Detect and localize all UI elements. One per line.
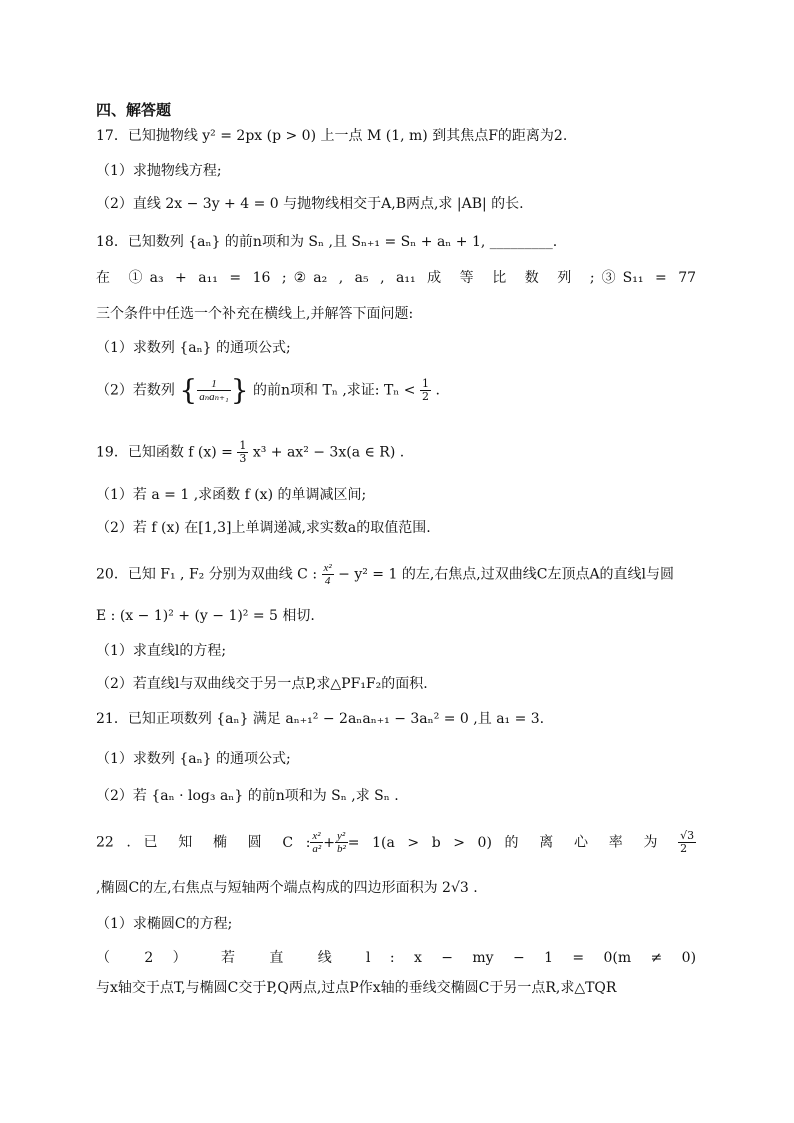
q22-token: 椭 bbox=[212, 834, 236, 851]
q20-part2: （2）若直线l与双曲线交于另一点P,求△PF₁F₂的面积. bbox=[96, 676, 428, 692]
q22-p2-token: 线 bbox=[317, 950, 347, 966]
q18-cond-token: 列 bbox=[557, 270, 579, 286]
q22-token: . bbox=[126, 834, 131, 851]
q22-ecc-den: 2 bbox=[678, 842, 696, 855]
q22-ellipse-prefix: C : bbox=[282, 834, 311, 851]
q22-y-fraction bbox=[335, 830, 348, 855]
q19-frac-den: 3 bbox=[239, 452, 247, 465]
q22-token: 知 bbox=[178, 834, 201, 851]
q18-half-num: 1 bbox=[422, 377, 429, 390]
q20-circle: E : (x − 1)² + (y − 1)² = 5 相切. bbox=[96, 608, 315, 624]
q18-part2: （2）若数列 { $\frac{1}{\text{aₙaₙ₊₁}}$ } 的前n项和 Tₙ ,求证: Tₙ < $\frac{1}{2}$ . bbox=[96, 373, 440, 407]
q17-part2: （2）直线 2x − 3y + 4 = 0 与抛物线相交于A,B两点,求 |AB| 的长. bbox=[96, 196, 524, 212]
q19-part2: （2）若 f (x) 在[1,3]上单调递减,求实数a的取值范围. bbox=[96, 520, 431, 536]
q17-part1: （1）求抛物线方程; bbox=[96, 163, 222, 179]
left-brace: { bbox=[179, 373, 198, 407]
q19-intro-prefix: 19．已知函数 f (x) = bbox=[96, 444, 233, 461]
q22-fy-den: b² bbox=[336, 843, 346, 855]
q19-fraction bbox=[237, 440, 248, 465]
q22-p2-token: 2 bbox=[144, 950, 154, 966]
q22-token: 离 bbox=[539, 834, 562, 851]
q21-intro: 21．已知正项数列 {aₙ} 满足 aₙ₊₁² − 2aₙaₙ₊₁ − 3aₙ² = 0 ,且 a₁ = 3. bbox=[96, 711, 545, 727]
q18-intro: 18．已知数列 {aₙ} 的前n项和为 Sₙ ,且 Sₙ₊₁ = Sₙ + aₙ + 1, _________. bbox=[96, 234, 558, 250]
q22-p2-token: 若 bbox=[221, 950, 250, 966]
section-heading: 四、解答题 bbox=[96, 101, 172, 119]
q18-cond-token: 比 bbox=[492, 270, 514, 286]
q20-frac-den: 4 bbox=[322, 574, 334, 587]
q20-part1: （1）求直线l的方程; bbox=[96, 643, 227, 659]
q20-frac-num: x² bbox=[323, 562, 332, 574]
q22-p2-token: l : x − my − 1 = 0(m ≠ 0) bbox=[366, 950, 697, 966]
q18-frac-num: 1 bbox=[211, 378, 217, 390]
q22-ecc-fraction bbox=[678, 830, 696, 855]
q18-cond-token: ;③S₁₁ = 77 bbox=[589, 270, 697, 286]
q18-part2-mid: 的前n项和 Tₙ ,求证: Tₙ < bbox=[253, 382, 416, 399]
q18-half-fraction bbox=[420, 378, 431, 403]
q22-token: 心 bbox=[573, 834, 597, 851]
q22-ellipse-eq: C : $\frac{\text{x²}}{\text{a²}}$ + $\frac{\text{y²}}{\text{b²}}$ = 1(a > b > 0) 的 bbox=[282, 830, 527, 855]
q19-intro bbox=[96, 440, 404, 465]
q18-cond-token: 在 bbox=[96, 270, 118, 286]
q18-cond-token: ①a₃ + a₁₁ = 16 ;②a₂ , a₅ , a₁₁ 成 bbox=[128, 270, 449, 286]
q22-x-fraction bbox=[310, 830, 323, 855]
q20-fraction bbox=[322, 562, 334, 587]
q22-line2: ,椭圆C的左,右焦点与短轴两个端点构成的四边形面积为 2√3 . bbox=[96, 880, 478, 896]
q18-conditions bbox=[96, 268, 696, 288]
q21-part2: （2）若 {aₙ · log₃ aₙ} 的前n项和为 Sₙ ,求 Sₙ . bbox=[96, 788, 399, 804]
q19-part1: （1）若 a = 1 ,求函数 f (x) 的单调减区间; bbox=[96, 487, 367, 503]
q22-ecc-num: √3 bbox=[680, 829, 695, 842]
q19-intro-suffix: x³ + ax² − 3x(a ∈ R) . bbox=[252, 444, 405, 461]
q22-part1: （1）求椭圆C的方程; bbox=[96, 916, 233, 932]
q22-token: 为 bbox=[643, 834, 666, 851]
right-brace: } bbox=[230, 373, 249, 407]
q18-part1: （1）求数列 {aₙ} 的通项公式; bbox=[96, 340, 291, 356]
q17-intro: 17．已知抛物线 y² = 2px (p > 0) 上一点 M (1, m) 到其焦点F的距离为2. bbox=[96, 128, 568, 144]
q22-intro bbox=[96, 830, 696, 855]
q18-fraction bbox=[197, 378, 231, 403]
q22-token: 圆 bbox=[247, 834, 270, 851]
q22-token: 率 bbox=[608, 834, 631, 851]
q18-frac-den: aₙaₙ₊₁ bbox=[199, 391, 229, 403]
q18-half-den: 2 bbox=[422, 390, 429, 403]
q20-intro bbox=[96, 562, 674, 587]
q18-choose: 三个条件中任选一个补充在横线上,并解答下面问题: bbox=[96, 306, 414, 322]
q22-token: 已 bbox=[143, 834, 166, 851]
q22-fy-num: y² bbox=[336, 830, 346, 842]
q21-part1: （1）求数列 {aₙ} 的通项公式; bbox=[96, 751, 291, 767]
q19-frac-num: 1 bbox=[239, 439, 247, 452]
q22-part2 bbox=[96, 948, 696, 968]
q22-fx-num: x² bbox=[312, 830, 321, 842]
q18-cond-token: 数 bbox=[524, 270, 546, 286]
q22-p2-token: （ bbox=[96, 950, 125, 966]
q20-intro-prefix: 20．已知 F₁ , F₂ 分别为双曲线 C : bbox=[96, 566, 318, 583]
q18-cond-token: 等 bbox=[459, 270, 481, 286]
q22-fx-den: a² bbox=[312, 843, 322, 855]
q22-ellipse-suffix: = 1(a > b > 0) 的 bbox=[347, 834, 527, 851]
q22-token: 22 bbox=[96, 834, 114, 851]
q22-p2-token: ） bbox=[172, 950, 202, 966]
q22-part2-cont: 与x轴交于点T,与椭圆C交于P,Q两点,过点P作x轴的垂线交椭圆C于另一点R,求△TQR bbox=[96, 980, 617, 996]
q20-intro-suffix: − y² = 1 的左,右焦点,过双曲线C左顶点A的直线l与圆 bbox=[338, 566, 675, 583]
q22-p2-token: 直 bbox=[269, 950, 299, 966]
q18-part2-prefix: （2）若数列 bbox=[96, 382, 175, 399]
